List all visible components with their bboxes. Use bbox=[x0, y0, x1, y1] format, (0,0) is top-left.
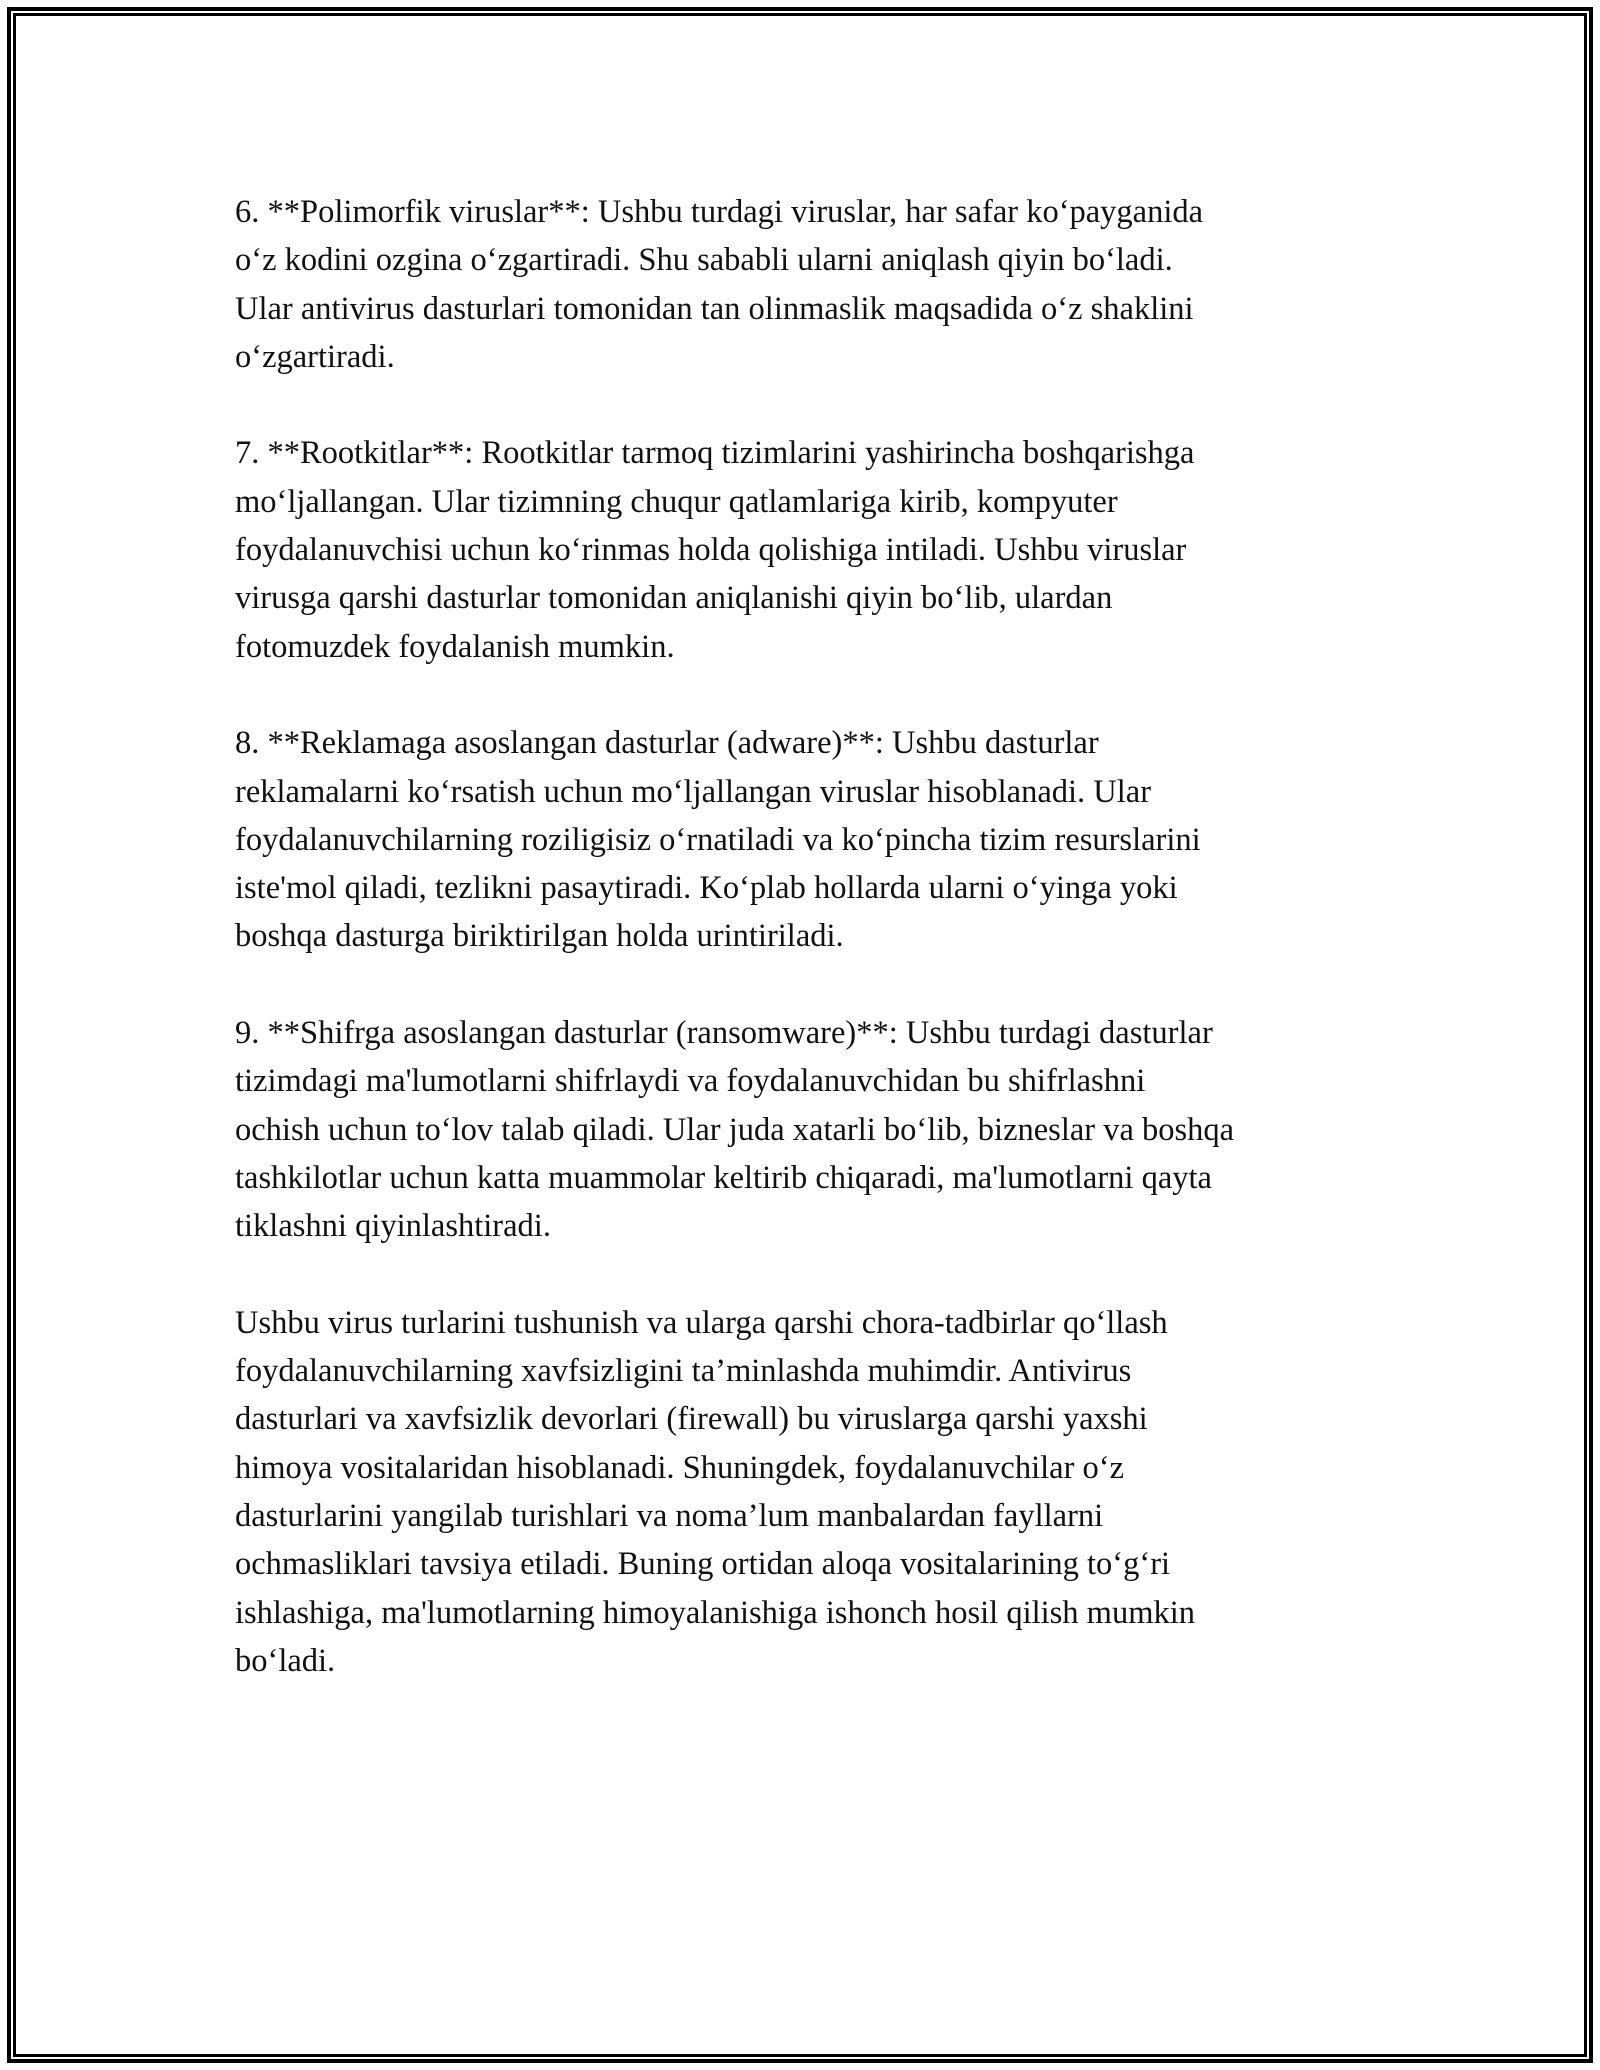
text-line: virusga qarshi dasturlar tomonidan aniqlanishi qiyin bo‘lib, ulardan bbox=[235, 580, 1113, 617]
text-line: ishlashiga, ma'lumotlarning himoyalanishiga ishonch hosil qilish mumkin bbox=[235, 1594, 1196, 1631]
text-line: 7. **Rootkitlar**: Rootkitlar tarmoq tizimlarini yashirincha boshqarishga bbox=[235, 435, 1195, 472]
document-body bbox=[235, 188, 1375, 1734]
text-line: tiklashni qiyinlashtiradi. bbox=[235, 1208, 551, 1245]
text-line: ochish uchun to‘lov talab qiladi. Ular juda xatarli bo‘lib, bizneslar va boshqa bbox=[235, 1111, 1235, 1148]
text-line: boshqa dasturga biriktirilgan holda urintiriladi. bbox=[235, 918, 844, 955]
text-line: Ushbu virus turlarini tushunish va ularga qarshi chora-tadbirlar qo‘llash bbox=[235, 1304, 1168, 1341]
text-line: o‘zgartiradi. bbox=[235, 338, 395, 375]
text-line: dasturlari va xavfsizlik devorlari (firewall) bu viruslarga qarshi yaxshi bbox=[235, 1401, 1148, 1438]
paragraph-adware bbox=[235, 719, 1375, 960]
paragraph-ransomware bbox=[235, 1009, 1375, 1250]
text-line: Ular antivirus dasturlari tomonidan tan olinmaslik maqsadida o‘z shaklini bbox=[235, 290, 1194, 327]
text-line: foydalanuvchisi uchun ko‘rinmas holda qolishiga intiladi. Ushbu viruslar bbox=[235, 532, 1187, 569]
text-line: fotomuzdek foydalanish mumkin. bbox=[235, 628, 675, 665]
text-line: o‘z kodini ozgina o‘zgartiradi. Shu sababli ularni aniqlash qiyin bo‘ladi. bbox=[235, 242, 1173, 279]
text-line: 8. **Reklamaga asoslangan dasturlar (adware)**: Ushbu dasturlar bbox=[235, 725, 1099, 762]
text-line: bo‘ladi. bbox=[235, 1642, 336, 1679]
paragraph-polimorfik-viruslar bbox=[235, 188, 1375, 381]
text-line: himoya vositalaridan hisoblanadi. Shuningdek, foydalanuvchilar o‘z bbox=[235, 1449, 1125, 1486]
text-line: iste'mol qiladi, tezlikni pasaytiradi. Ko‘plab hollarda ularni o‘yinga yoki bbox=[235, 870, 1178, 907]
paragraph-rootkitlar bbox=[235, 429, 1375, 670]
text-line: reklamalarni ko‘rsatish uchun mo‘ljallangan viruslar hisoblanadi. Ular bbox=[235, 773, 1152, 810]
text-line: foydalanuvchilarning xavfsizligini ta’minlashda muhimdir. Antivirus bbox=[235, 1353, 1132, 1390]
text-line: tizimdagi ma'lumotlarni shifrlaydi va foydalanuvchidan bu shifrlashni bbox=[235, 1063, 1146, 1100]
text-line: 9. **Shifrga asoslangan dasturlar (ransomware)**: Ushbu turdagi dasturlar bbox=[235, 1015, 1213, 1052]
paragraph-conclusion bbox=[235, 1299, 1375, 1685]
text-line: tashkilotlar uchun katta muammolar keltirib chiqaradi, ma'lumotlarni qayta bbox=[235, 1159, 1212, 1196]
text-line: foydalanuvchilarning roziligisiz o‘rnatiladi va ko‘pincha tizim resurslarini bbox=[235, 821, 1201, 858]
text-line: dasturlarini yangilab turishlari va noma’lum manbalardan fayllarni bbox=[235, 1498, 1104, 1535]
text-line: 6. **Polimorfik viruslar**: Ushbu turdagi viruslar, har safar ko‘payganida bbox=[235, 194, 1204, 230]
text-line: mo‘ljallangan. Ular tizimning chuqur qatlamlariga kirib, kompyuter bbox=[235, 483, 1118, 520]
text-line: ochmasliklari tavsiya etiladi. Buning ortidan aloqa vositalarining to‘g‘ri bbox=[235, 1546, 1171, 1583]
